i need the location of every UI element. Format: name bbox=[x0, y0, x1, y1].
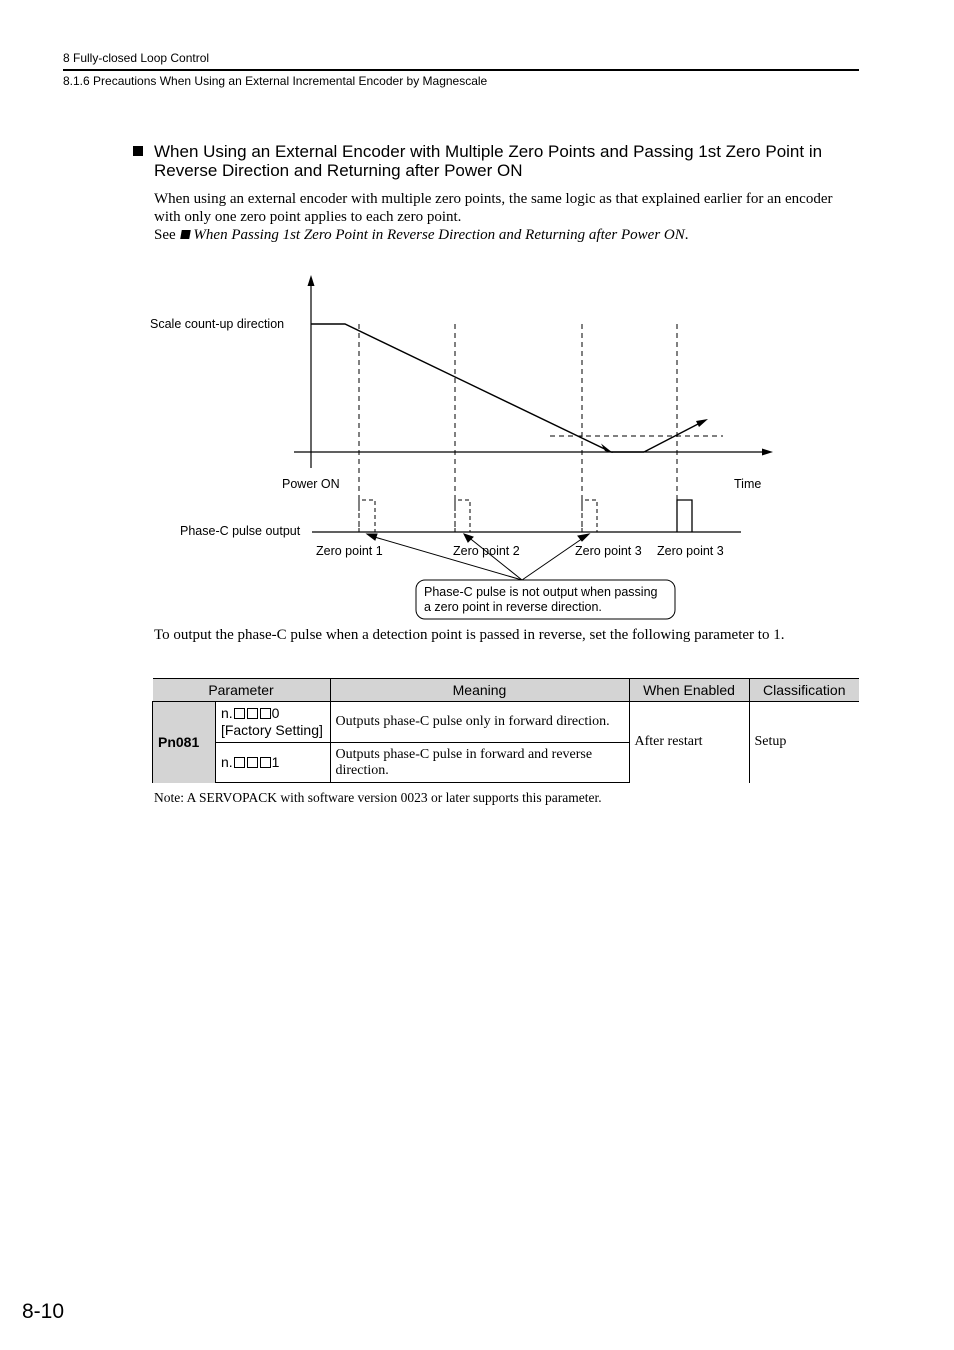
callout-arrow-1 bbox=[371, 536, 522, 580]
callout-arrowhead-1 bbox=[367, 534, 377, 540]
running-header-section: 8.1.6 Precautions When Using an External Incremental Encoder by Magnescale bbox=[63, 74, 488, 88]
zero-point-label-1: Zero point 1 bbox=[316, 544, 383, 558]
count-curve bbox=[311, 324, 644, 452]
see-suffix: . bbox=[684, 227, 689, 243]
setting-suffix: 1 bbox=[271, 754, 280, 770]
x-axis-arrowhead bbox=[762, 449, 773, 456]
callout-arrow-2 bbox=[467, 536, 522, 580]
placeholder-box-icon bbox=[247, 757, 258, 768]
x-axis-label: Time bbox=[734, 477, 762, 491]
output-pulse bbox=[677, 500, 692, 532]
setting-value bbox=[215, 743, 330, 783]
suppressed-pulse-1 bbox=[359, 500, 375, 532]
table-row bbox=[153, 702, 860, 743]
placeholder-box-icon bbox=[247, 708, 258, 719]
setting-suffix: 0 bbox=[271, 705, 280, 721]
callout-line-2: a zero point in reverse direction. bbox=[424, 600, 602, 614]
y-axis-label: Scale count-up direction bbox=[150, 317, 285, 331]
setting-prefix: n. bbox=[220, 705, 233, 721]
curve-arrowhead-up bbox=[696, 419, 708, 427]
placeholder-box-icon bbox=[260, 757, 271, 768]
callout-arrow-3 bbox=[522, 536, 586, 580]
parameter-number: Pn081 bbox=[153, 702, 216, 783]
see-reference-link[interactable]: When Passing 1st Zero Point in Reverse Direction and Returning after Power ON bbox=[193, 227, 685, 243]
when-enabled-value: After restart bbox=[629, 702, 749, 783]
parameter-table bbox=[152, 678, 859, 783]
intro-paragraph: When using an external encoder with multiple zero points, the same logic as that explained earlier for an encoder with only one zero point applies to each zero point. bbox=[154, 191, 833, 225]
running-header-chapter: 8 Fully-closed Loop Control bbox=[63, 51, 210, 65]
table-header-row bbox=[153, 679, 860, 702]
zero-point-label-3: Zero point 3 bbox=[575, 544, 642, 558]
suppressed-pulse-3 bbox=[582, 500, 597, 532]
table-note: Note: A SERVOPACK with software version 0023 or later supports this parameter. bbox=[154, 790, 602, 805]
see-prefix: See bbox=[154, 227, 180, 243]
callout-line-1: Phase-C pulse is not output when passing bbox=[424, 585, 658, 599]
suppressed-pulse-2 bbox=[455, 500, 470, 532]
section-heading-text: When Using an External Encoder with Multiple Zero Points and Passing 1st Zero Point in Reverse Direction and Returning after Power ON bbox=[154, 142, 823, 180]
count-curve-return bbox=[644, 423, 700, 452]
callout-arrowhead-2 bbox=[464, 534, 473, 542]
header-classification: Classification bbox=[749, 679, 859, 702]
placeholder-box-icon bbox=[234, 708, 245, 719]
page-number: 8-10 bbox=[22, 1300, 65, 1323]
placeholder-box-icon bbox=[260, 708, 271, 719]
setting-prefix: n. bbox=[220, 754, 233, 770]
setting-meaning: Outputs phase-C pulse in forward and reverse direction. bbox=[330, 743, 629, 783]
zero-point-label-2: Zero point 2 bbox=[453, 544, 520, 558]
header-parameter: Parameter bbox=[153, 679, 331, 702]
header-meaning: Meaning bbox=[330, 679, 629, 702]
power-on-label: Power ON bbox=[282, 477, 340, 491]
zero-point-label-4: Zero point 3 bbox=[657, 544, 724, 558]
placeholder-box-icon bbox=[234, 757, 245, 768]
instruction-paragraph: To output the phase-C pulse when a detection point is passed in reverse, set the following parameter to 1. bbox=[154, 627, 785, 643]
factory-setting-note: [Factory Setting] bbox=[220, 722, 323, 738]
setting-meaning: Outputs phase-C pulse only in forward direction. bbox=[330, 702, 629, 743]
phase-c-label: Phase-C pulse output bbox=[180, 524, 301, 538]
dashed-guides bbox=[359, 324, 723, 532]
classification-value: Setup bbox=[749, 702, 859, 783]
header-when-enabled: When Enabled bbox=[629, 679, 749, 702]
setting-value bbox=[215, 702, 330, 743]
y-axis-arrowhead bbox=[308, 275, 315, 286]
suppressed-pulses bbox=[359, 500, 597, 532]
